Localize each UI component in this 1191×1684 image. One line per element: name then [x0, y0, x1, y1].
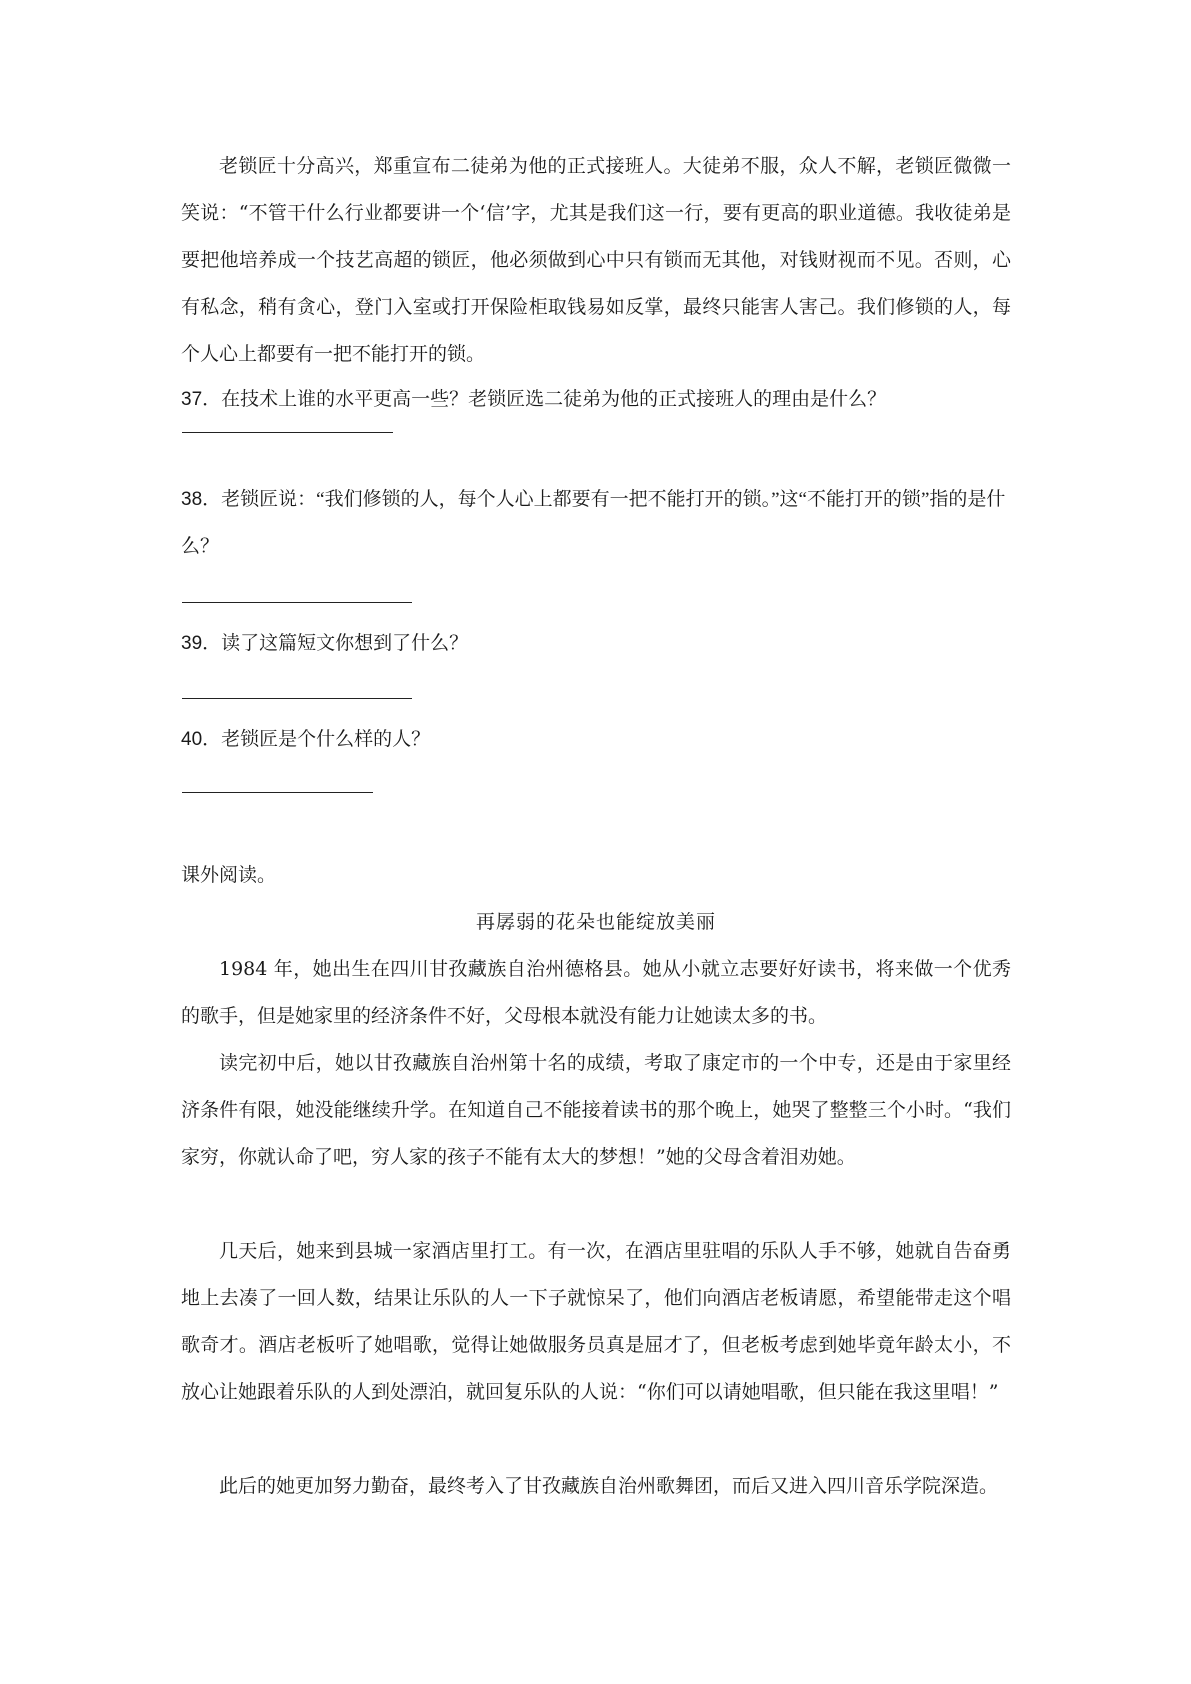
answer-line-39[interactable]: [182, 698, 412, 699]
passage2-paragraph-2: 读完初中后，她以甘孜藏族自治州第十名的成绩，考取了康定市的一个中专，还是由于家里经济条件有限，她没能继续升学。在知道自己不能接着读书的那个晚上，她哭了整整三个小时。“我们家穷，你就认命了吧，穷人家的孩子不能有太大的梦想！”她的父母含着泪劝她。: [181, 1052, 1011, 1168]
answer-line-37[interactable]: [182, 432, 393, 433]
passage2-paragraph-4: 此后的她更加努力勤奋，最终考入了甘孜藏族自治州歌舞团，而后又进入四川音乐学院深造。: [219, 1475, 999, 1497]
question-text: 老锁匠说：“我们修锁的人，每个人心上都要有一把不能打开的锁。”这“不能打开的锁”指的是什么？: [181, 489, 1006, 557]
question-40: [181, 716, 1011, 763]
question-number: 37．: [181, 389, 222, 410]
answer-line-40[interactable]: [182, 792, 373, 793]
section-label: 课外阅读。: [181, 864, 277, 886]
passage1-paragraph: 老锁匠十分高兴，郑重宣布二徒弟为他的正式接班人。大徒弟不服，众人不解，老锁匠微微一笑说：“不管干什么行业都要讲一个‘信’字，尤其是我们这一行，要有更高的职业道德。我收徒弟是要把他培养成一个技艺高超的锁匠，他必须做到心中只有锁而无其他，对钱财视而不见。否则，心有私念，稍有贪心，登门入室或打开保险柜取钱易如反掌，最终只能害人害己。我们修锁的人，每个人心上都要有一把不能打开的锁。: [181, 155, 1011, 365]
question-39: [181, 620, 1011, 667]
question-number: 40．: [181, 729, 222, 750]
question-38: [181, 476, 1011, 570]
question-text: 老锁匠是个什么样的人？: [221, 729, 431, 750]
question-number: 39．: [181, 633, 222, 654]
passage2-paragraph-3: 几天后，她来到县城一家酒店里打工。有一次，在酒店里驻唱的乐队人手不够，她就自告奋勇地上去凑了一回人数，结果让乐队的人一下子就惊呆了，他们向酒店老板请愿，希望能带走这个唱歌奇才。酒店老板听了她唱歌，觉得让她做服务员真是屈才了，但老板考虑到她毕竟年龄太小，不放心让她跟着乐队的人到处漂泊，就回复乐队的人说：“你们可以请她唱歌，但只能在我这里唱！”: [181, 1240, 1011, 1403]
passage2-title: 再孱弱的花朵也能绽放美丽: [475, 911, 716, 933]
question-number: 38．: [181, 489, 222, 510]
question-text: 在技术上谁的水平更高一些？老锁匠选二徒弟为他的正式接班人的理由是什么？: [221, 389, 887, 410]
question-text: 读了这篇短文你想到了什么？: [221, 633, 469, 654]
passage2-paragraph-1: 1984 年，她出生在四川甘孜藏族自治州德格县。她从小就立志要好好读书，将来做一个优秀的歌手，但是她家里的经济条件不好，父母根本就没有能力让她读太多的书。: [181, 958, 1011, 1027]
answer-line-38[interactable]: [182, 602, 412, 603]
question-37: [181, 376, 1011, 423]
